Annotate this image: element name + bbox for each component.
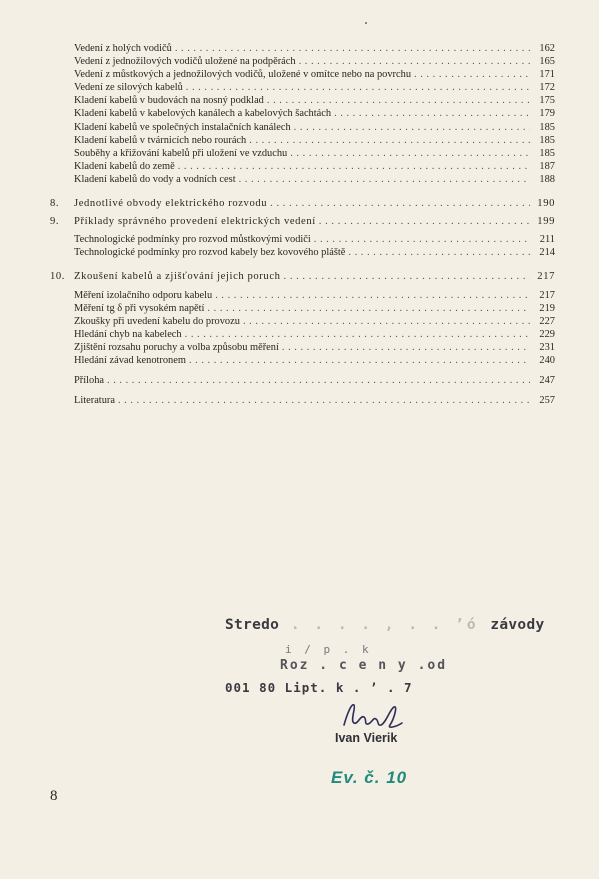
toc-entry: [50, 160, 555, 173]
chapter-title: Jednotlivé obvody elektrického rozvodu: [74, 198, 268, 210]
dot-leader: [314, 233, 530, 246]
toc-entry-title: [50, 270, 281, 283]
stamp-line-address: 001 80 Lipt. k . ʼ . 7: [225, 680, 413, 695]
dot-leader: [189, 354, 530, 367]
toc-page-number: 257: [539, 395, 555, 407]
toc-entry-title: Zjištění rozsahu poruchy a volba způsobu měření: [74, 341, 279, 353]
dot-leader: [178, 160, 530, 173]
toc-entry-title: Literatura: [74, 395, 115, 407]
toc-page-number: 231: [539, 341, 555, 353]
toc-entry: [50, 394, 555, 407]
toc-page-number: 211: [539, 234, 555, 246]
dot-leader: [118, 394, 530, 407]
toc-entry-title: Souběhy a křižování kabelů při uložení ve vzduchu: [74, 147, 288, 159]
toc-page-number: 175: [539, 95, 555, 107]
toc-entry: [50, 68, 555, 81]
toc-entry: [50, 289, 555, 302]
toc-page-number: 217: [537, 271, 555, 283]
toc-page-number: 185: [539, 134, 555, 146]
toc-entry: [50, 246, 555, 259]
toc-entry-title: Vedení ze silových kabelů: [74, 82, 183, 94]
toc-entry-title: [50, 197, 267, 210]
toc-entry-title: Vedení z jednožilových vodičů uložené na podpěrách: [74, 56, 296, 68]
dot-leader: [249, 134, 530, 147]
toc-entry-title: Kladení kabelů v kabelových kanálech a kabelových šachtách: [74, 108, 332, 120]
toc-page-number: 217: [539, 289, 555, 301]
toc-entry-title: Kladení kabelů do vody a vodních cest: [74, 173, 236, 185]
inventory-number: Ev. č. 10: [331, 768, 408, 787]
chapter-number: 9.: [50, 216, 60, 228]
dot-leader: [319, 215, 530, 228]
toc-chapter: [50, 197, 555, 210]
toc-entry: [50, 173, 555, 186]
stamp-line-3: Roz . c e n y .od: [280, 658, 448, 673]
toc-entry-title: Zkoušky při uvedení kabelu do provozu: [74, 315, 240, 327]
stamp-line-2: i / p . k: [285, 643, 372, 656]
dot-leader: [334, 107, 530, 120]
toc-entry: [50, 147, 555, 160]
chapter-title: Příklady správného provedení elektrických vedení: [74, 216, 316, 228]
toc-entry: [50, 134, 555, 147]
toc-entry: [50, 341, 555, 354]
dot-leader: [348, 246, 530, 259]
ownership-stamp: [225, 605, 545, 795]
toc-page-number: 190: [537, 198, 555, 210]
dot-leader: [239, 173, 530, 186]
toc-chapter: [50, 215, 555, 228]
toc-entry: [50, 81, 555, 94]
dot-leader: [243, 315, 530, 328]
toc-entry: [50, 42, 555, 55]
toc-entry: [50, 233, 555, 246]
dot-leader: [207, 302, 530, 315]
handwritten-signature: [340, 697, 410, 733]
toc-entry-title: Kladení kabelů ve společných instalačních kanálech: [74, 121, 291, 133]
toc-entry-title: Kladení kabelů v budovách na nosný podklad: [74, 95, 264, 107]
toc-entry: [50, 55, 555, 68]
print-speck: [365, 22, 367, 24]
toc-entry-title: Hledání závad kenotronem: [74, 354, 186, 366]
toc-page-number: 172: [539, 82, 555, 94]
toc-page-number: 240: [539, 354, 555, 366]
toc-chapter: [50, 270, 555, 283]
dot-leader: [299, 55, 530, 68]
toc-entry-title: Vedení z můstkových a jednožilových vodičů, uložené v omítce nebo na povrchu: [74, 69, 412, 81]
dot-leader: [267, 94, 530, 107]
owner-name: Ivan Vierik: [335, 731, 398, 745]
toc-page-number: 185: [539, 121, 555, 133]
stamp-org-faded: . . . . , . . ʼó: [279, 617, 491, 633]
stamp-line-organization: [225, 617, 545, 633]
toc-entry: [50, 328, 555, 341]
table-of-contents: [50, 42, 555, 407]
dot-leader: [215, 289, 530, 302]
toc-page-number: 199: [537, 216, 555, 228]
chapter-number: 8.: [50, 198, 60, 210]
toc-spacer: [50, 367, 555, 374]
toc-page-number: 214: [539, 247, 555, 259]
dot-leader: [107, 374, 530, 387]
toc-entry-title: Kladení kabelů do země: [74, 160, 175, 172]
dot-leader: [282, 341, 530, 354]
dot-leader: [290, 147, 530, 160]
toc-page-number: 165: [539, 56, 555, 68]
toc-page-number: 171: [539, 69, 555, 81]
toc-entry-title: Vedení z holých vodičů: [74, 43, 172, 54]
toc-page-number: 219: [539, 302, 555, 314]
toc-page-number: 162: [539, 43, 555, 54]
toc-entry-title: [50, 215, 316, 228]
toc-entry: [50, 94, 555, 107]
dot-leader: [284, 270, 530, 283]
toc-entry-title: Hledání chyb na kabelech: [74, 328, 182, 340]
toc-entry-title: Měření izolačního odporu kabelu: [74, 289, 213, 301]
toc-entry: [50, 121, 555, 134]
toc-page-number: 179: [539, 108, 555, 120]
dot-leader: [175, 42, 530, 55]
toc-spacer: [50, 387, 555, 394]
toc-page-number: 187: [539, 160, 555, 172]
toc-page-number: 185: [539, 147, 555, 159]
dot-leader: [270, 197, 530, 210]
toc-page-number: 247: [539, 375, 555, 387]
dot-leader: [186, 81, 530, 94]
toc-spacer: [50, 259, 555, 270]
stamp-org-end: závody: [490, 617, 545, 633]
toc-page-number: 188: [539, 173, 555, 185]
dot-leader: [294, 121, 530, 134]
toc-entry-title: Příloha: [74, 375, 105, 387]
toc-entry-title: Měření tg δ při vysokém napětí: [74, 302, 205, 314]
toc-entry: [50, 374, 555, 387]
toc-entry: [50, 315, 555, 328]
toc-page-number: 227: [539, 315, 555, 327]
toc-entry: [50, 107, 555, 120]
toc-entry-title: Kladení kabelů v tvárnicích nebo rourách: [74, 134, 247, 146]
toc-entry-title: Technologické podmínky pro rozvod kabely bez kovového pláště: [74, 247, 346, 259]
toc-entry: [50, 302, 555, 315]
stamp-org-start: Stredo: [225, 617, 280, 633]
dot-leader: [185, 328, 530, 341]
toc-entry: [50, 354, 555, 367]
toc-entry-title: Technologické podmínky pro rozvod můstkovými vodiči: [74, 234, 311, 246]
toc-spacer: [50, 186, 555, 197]
toc-page-number: 229: [539, 328, 555, 340]
chapter-number: 10.: [50, 271, 66, 283]
chapter-title: Zkoušení kabelů a zjišťování jejich poruch: [74, 271, 281, 283]
page-number: 8: [50, 788, 58, 804]
dot-leader: [414, 68, 530, 81]
